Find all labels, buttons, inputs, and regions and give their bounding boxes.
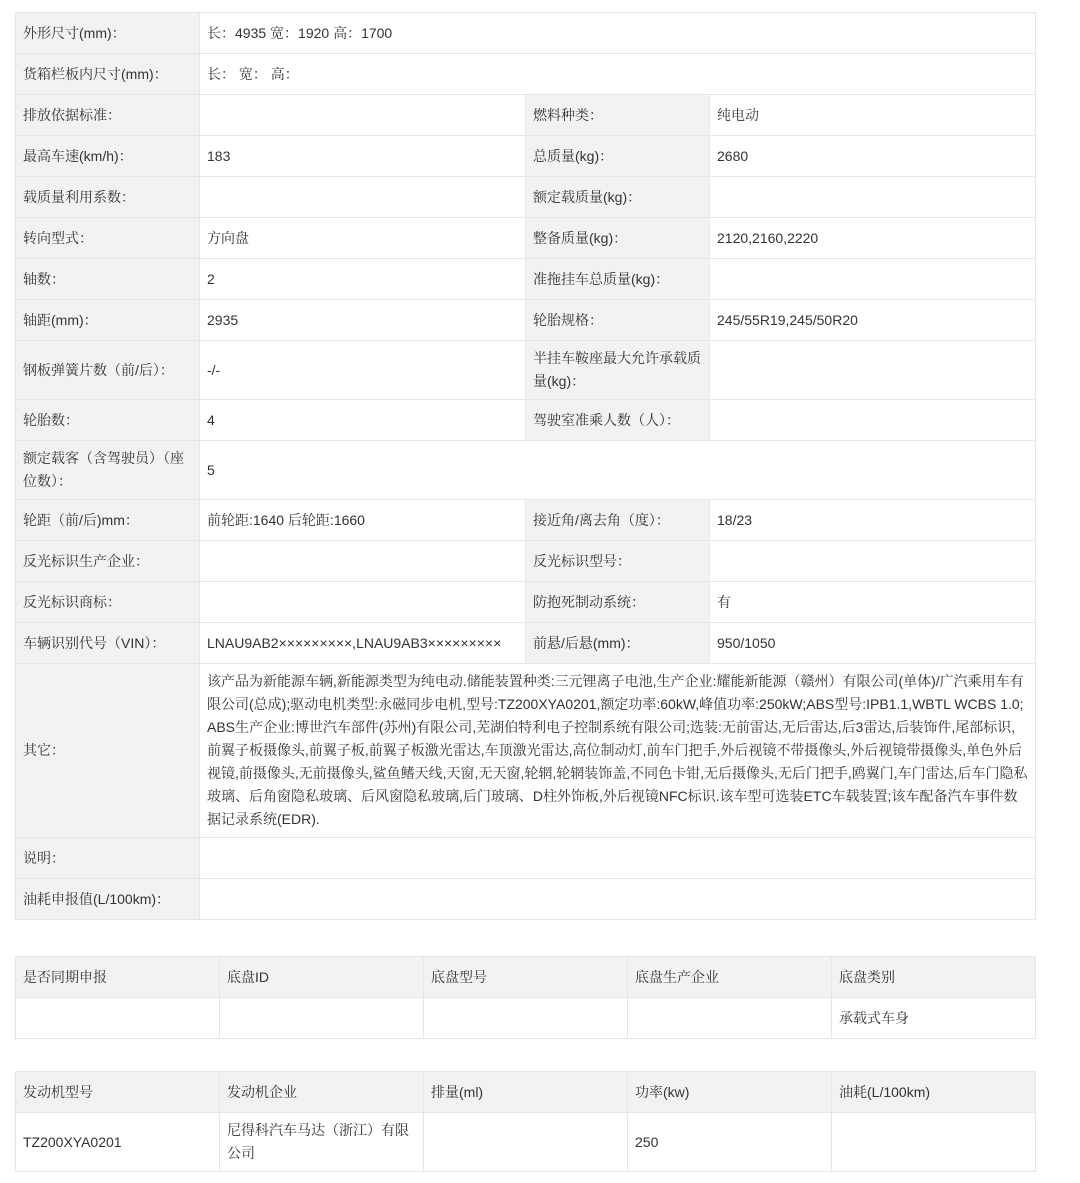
vin-label: 车辆识别代号（VIN）： xyxy=(16,623,200,664)
chassis-header-maker: 底盘生产企业 xyxy=(628,957,832,998)
max-speed-value: 183 xyxy=(200,136,526,177)
table-row xyxy=(16,177,1036,218)
table-row xyxy=(16,54,1036,95)
other-label: 其它： xyxy=(16,664,200,838)
trailer-mass-label: 准拖挂车总质量(kg)： xyxy=(526,259,710,300)
fuel-consumption-value xyxy=(200,879,1036,920)
abs-label: 防抱死制动系统： xyxy=(526,582,710,623)
cargo-box-label: 货箱栏板内尺寸(mm)： xyxy=(16,54,200,95)
saddle-load-value xyxy=(710,341,1036,400)
passengers-label: 额定载客（含驾驶员）（座位数）： xyxy=(16,441,200,500)
track-value: 前轮距:1640 后轮距:1660 xyxy=(200,500,526,541)
vin-value: LNAU9AB2×××××××××,LNAU9AB3××××××××× xyxy=(200,623,526,664)
trailer-mass-value xyxy=(710,259,1036,300)
tire-spec-label: 轮胎规格： xyxy=(526,300,710,341)
reflector-maker-label: 反光标识生产企业： xyxy=(16,541,200,582)
engine-cell-power: 250 xyxy=(628,1113,832,1172)
engine-header-displacement: 排量(ml) xyxy=(424,1072,628,1113)
table-row xyxy=(16,95,1036,136)
chassis-header-model: 底盘型号 xyxy=(424,957,628,998)
chassis-cell-type: 承载式车身 xyxy=(832,998,1036,1039)
approach-angle-label: 接近角/离去角（度）： xyxy=(526,500,710,541)
dimensions-value: 长：4935 宽：1920 高：1700 xyxy=(200,13,1036,54)
load-coefficient-value xyxy=(200,177,526,218)
note-label: 说明： xyxy=(16,838,200,879)
engine-header-maker: 发动机企业 xyxy=(220,1072,424,1113)
chassis-cell-same-period xyxy=(16,998,220,1039)
table-row xyxy=(16,623,1036,664)
steering-value: 方向盘 xyxy=(200,218,526,259)
note-value xyxy=(200,838,1036,879)
chassis-table xyxy=(15,956,1036,1039)
engine-table xyxy=(15,1071,1036,1172)
leaf-springs-value: -/- xyxy=(200,341,526,400)
tire-count-value: 4 xyxy=(200,400,526,441)
table-row xyxy=(16,136,1036,177)
chassis-header-type: 底盘类别 xyxy=(832,957,1036,998)
tire-count-label: 轮胎数： xyxy=(16,400,200,441)
saddle-load-label: 半挂车鞍座最大允许承载质量(kg)： xyxy=(526,341,710,400)
rated-load-value xyxy=(710,177,1036,218)
chassis-header-same-period: 是否同期申报 xyxy=(16,957,220,998)
chassis-header-id: 底盘ID xyxy=(220,957,424,998)
leaf-springs-label: 钢板弹簧片数（前/后）： xyxy=(16,341,200,400)
reflector-brand-label: 反光标识商标： xyxy=(16,582,200,623)
engine-cell-displacement xyxy=(424,1113,628,1172)
table-header-row xyxy=(16,1072,1036,1113)
wheelbase-label: 轴距(mm)： xyxy=(16,300,200,341)
engine-cell-model: TZ200XYA0201 xyxy=(16,1113,220,1172)
axles-label: 轴数： xyxy=(16,259,200,300)
overhang-label: 前悬/后悬(mm)： xyxy=(526,623,710,664)
emission-standard-label: 排放依据标准： xyxy=(16,95,200,136)
curb-mass-value: 2120,2160,2220 xyxy=(710,218,1036,259)
fuel-consumption-label: 油耗申报值(L/100km)： xyxy=(16,879,200,920)
table-header-row xyxy=(16,957,1036,998)
cargo-box-value: 长： 宽： 高： xyxy=(200,54,1036,95)
dimensions-label: 外形尺寸(mm)： xyxy=(16,13,200,54)
engine-cell-fuel xyxy=(832,1113,1036,1172)
table-row xyxy=(16,13,1036,54)
vehicle-spec-table xyxy=(15,12,1036,920)
table-row xyxy=(16,582,1036,623)
reflector-maker-value xyxy=(200,541,526,582)
axles-value: 2 xyxy=(200,259,526,300)
table-row xyxy=(16,500,1036,541)
chassis-cell-maker xyxy=(628,998,832,1039)
passengers-value: 5 xyxy=(200,441,1036,500)
cab-seats-value xyxy=(710,400,1036,441)
table-row xyxy=(16,259,1036,300)
table-row xyxy=(16,400,1036,441)
table-row xyxy=(16,441,1036,500)
tire-spec-value: 245/55R19,245/50R20 xyxy=(710,300,1036,341)
table-row xyxy=(16,879,1036,920)
fuel-type-value: 纯电动 xyxy=(710,95,1036,136)
overhang-value: 950/1050 xyxy=(710,623,1036,664)
abs-value: 有 xyxy=(710,582,1036,623)
load-coefficient-label: 载质量利用系数： xyxy=(16,177,200,218)
total-mass-label: 总质量(kg)： xyxy=(526,136,710,177)
table-row xyxy=(16,998,1036,1039)
max-speed-label: 最高车速(km/h)： xyxy=(16,136,200,177)
reflector-model-label: 反光标识型号： xyxy=(526,541,710,582)
cab-seats-label: 驾驶室准乘人数（人）： xyxy=(526,400,710,441)
fuel-type-label: 燃料种类： xyxy=(526,95,710,136)
engine-header-fuel: 油耗(L/100km) xyxy=(832,1072,1036,1113)
engine-cell-maker: 尼得科汽车马达（浙江）有限公司 xyxy=(220,1113,424,1172)
table-row xyxy=(16,300,1036,341)
table-row xyxy=(16,541,1036,582)
approach-angle-value: 18/23 xyxy=(710,500,1036,541)
curb-mass-label: 整备质量(kg)： xyxy=(526,218,710,259)
engine-header-model: 发动机型号 xyxy=(16,1072,220,1113)
table-row xyxy=(16,664,1036,838)
emission-standard-value xyxy=(200,95,526,136)
track-label: 轮距（前/后)mm： xyxy=(16,500,200,541)
total-mass-value: 2680 xyxy=(710,136,1036,177)
rated-load-label: 额定载质量(kg)： xyxy=(526,177,710,218)
reflector-model-value xyxy=(710,541,1036,582)
table-row xyxy=(16,218,1036,259)
table-row xyxy=(16,838,1036,879)
chassis-cell-model xyxy=(424,998,628,1039)
engine-header-power: 功率(kw) xyxy=(628,1072,832,1113)
reflector-brand-value xyxy=(200,582,526,623)
chassis-cell-id xyxy=(220,998,424,1039)
table-row xyxy=(16,1113,1036,1172)
other-value: 该产品为新能源车辆,新能源类型为纯电动.储能装置种类:三元锂离子电池,生产企业:耀能新能源（赣州）有限公司(单体)/广汽乘用车有限公司(总成);驱动电机类型:永磁同步电机,型号:TZ200XYA0201,额定功率:60kW,峰值功率:250kW;ABS型号:IPB1.1,WBTL WCBS 1.0;ABS生产企业:博世汽车部件(苏州)有限公司,芜湖伯特利电子控制系统有限公司;选装:无前雷达,无后雷达,后3雷达,后装饰件,尾部标识,前翼子板摄像头,前翼子板,前翼子板激光雷达,车顶激光雷达,高位制动灯,前车门把手,外后视镜不带摄像头,外后视镜带摄像头,单色外后视镜,前摄像头,无前摄像头,鲨鱼鳍天线,天窗,无天窗,轮辋,轮辋装饰盖,不同色卡钳,无后摄像头,无后门把手,鸥翼门,车门雷达,后车门隐私玻璃、后角窗隐私玻璃、后风窗隐私玻璃,后门玻璃、D柱外饰板,外后视镜NFC标识.该车型可选装ETC车载装置;该车配备汽车事件数据记录系统(EDR). xyxy=(200,664,1036,838)
wheelbase-value: 2935 xyxy=(200,300,526,341)
steering-label: 转向型式： xyxy=(16,218,200,259)
table-row xyxy=(16,341,1036,400)
